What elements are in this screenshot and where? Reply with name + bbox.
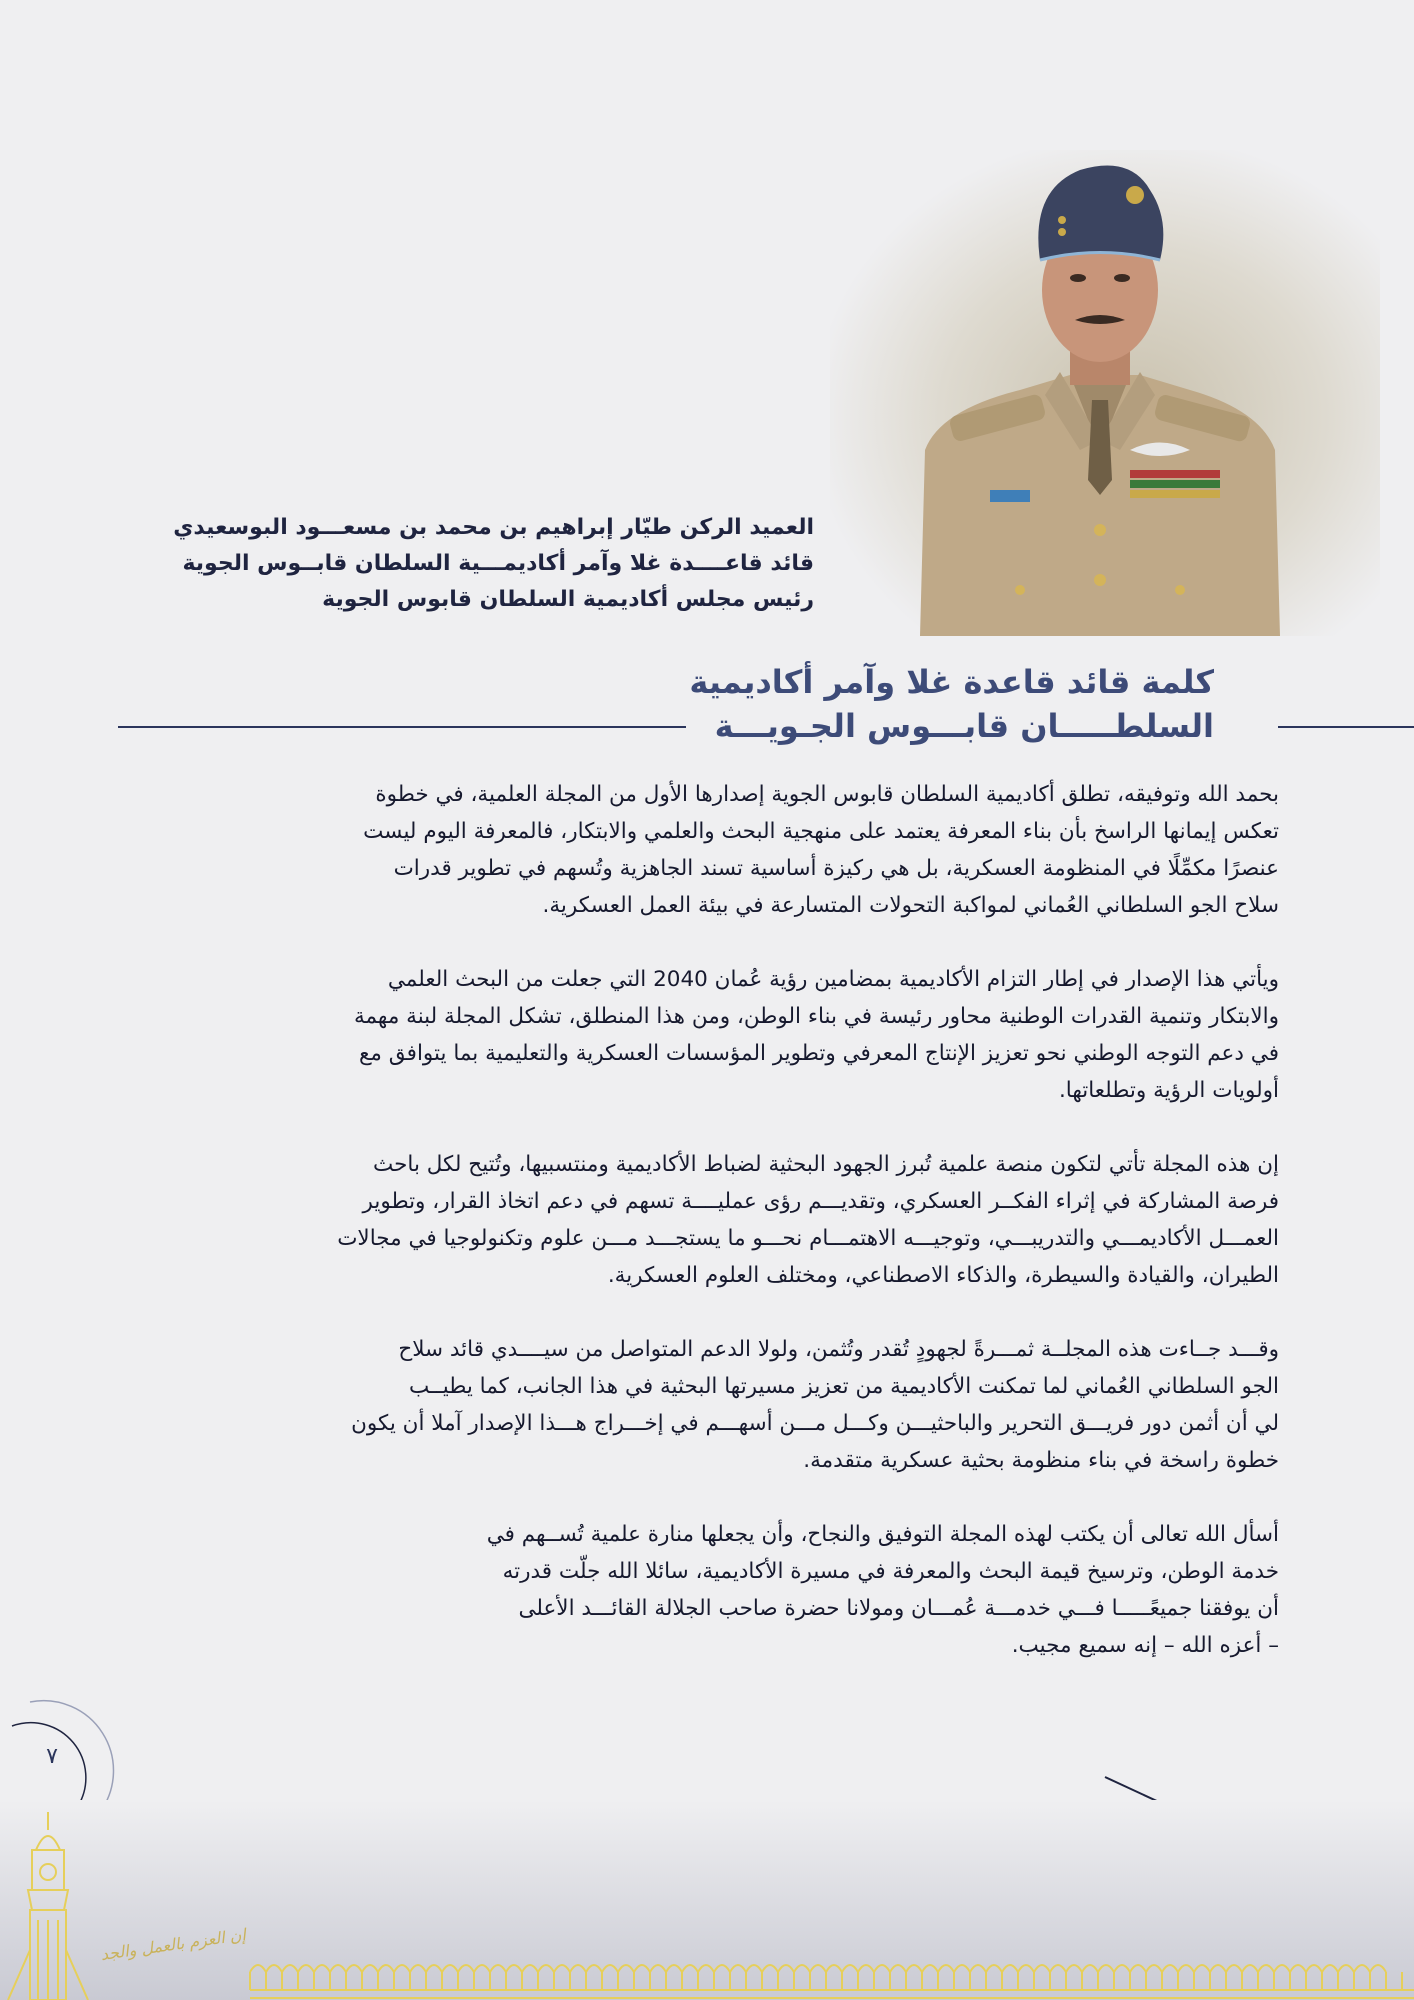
paragraph-line: الجو السلطاني العُماني لما تمكنت الأكاديمية من تعزيز مسيرتها البحثية في هذا الجانب، كما يطيــب — [409, 1374, 1279, 1399]
paragraph-line: في دعم التوجه الوطني نحو تعزيز الإنتاج المعرفي وتطوير المؤسسات العسكرية والتعليمية بما يتوافق مع — [358, 1041, 1279, 1066]
paragraph — [129, 776, 1279, 924]
paragraph-line: عنصرًا مكمِّلًا في المنظومة العسكرية، بل هي ركيزة أساسية تسند الجاهزية وتُسهم في تطوير قدرات — [393, 856, 1279, 881]
decorative-arch-border — [0, 1800, 1414, 2000]
article-body — [129, 776, 1279, 1701]
paragraph — [129, 1331, 1279, 1479]
footer-decoration — [0, 1800, 1414, 2000]
paragraph-line: تعكس إيمانها الراسخ بأن بناء المعرفة يعتمد على منهجية البحث والعلمي والابتكار، فالمعرفة اليوم ليست — [363, 819, 1279, 844]
paragraph-line: – أعزه الله – إنه سميع مجيب. — [1011, 1633, 1279, 1658]
officer-name: العميد الركن طيّار إبراهيم بن محمد بن مسعـــود البوسعيدي — [173, 515, 814, 540]
officer-caption — [114, 510, 814, 618]
paragraph-line: فرصة المشاركة في إثراء الفكــر العسكري، وتقديـــم رؤى عمليــــة تسهم في دعم اتخاذ القرار، وتطوير — [362, 1189, 1279, 1214]
calligraphy-signature: إن العزم بالعمل والجد — [99, 1924, 247, 1965]
paragraph-line: الطيران، والقيادة والسيطرة، والذكاء الاصطناعي، ومختلف العلوم العسكرية. — [607, 1263, 1279, 1288]
clock-tower-icon — [8, 1812, 88, 2000]
paragraph-line: والابتكار وتنمية القدرات الوطنية محاور رئيسة في بناء الوطن، ومن هذا المنطلق، تشكل المجلة لبنة مهمة — [353, 1004, 1279, 1029]
paragraph — [129, 961, 1279, 1109]
officer-portrait — [830, 150, 1380, 636]
title-rule-left — [118, 726, 686, 728]
page-title-line2: السلطـــــان قابـــوس الجـويـــة — [714, 707, 1214, 745]
page-title-line1: كلمة قائد قاعدة غلا وآمر أكاديمية — [689, 663, 1214, 701]
page-number: ٧ — [46, 1744, 58, 1769]
paragraph-line: أولويات الرؤية وتطلعاتها. — [1058, 1078, 1279, 1103]
paragraph-line: بحمد الله وتوفيقه، تطلق أكاديمية السلطان قابوس الجوية إصدارها الأول من المجلة العلمية، في خطوة — [375, 782, 1279, 807]
paragraph-line: العمـــل الأكاديمـــي والتدريبـــي، وتوجيـــه الاهتمـــام نحـــو ما يستجـــد مـــن علوم وتكنولوجيا في مجالات — [337, 1226, 1279, 1251]
officer-portrait-illustration — [830, 150, 1380, 636]
page-title — [654, 660, 1214, 748]
title-rule-right — [1278, 726, 1414, 728]
paragraph — [129, 1516, 1279, 1664]
paragraph-line: ويأتي هذا الإصدار في إطار التزام الأكاديمية بمضامين رؤية عُمان 2040 التي جعلت من البحث العلمي — [387, 967, 1279, 992]
paragraph — [129, 1146, 1279, 1294]
paragraph-line: خطوة راسخة في بناء منظومة بحثية عسكرية متقدمة. — [803, 1448, 1279, 1473]
officer-role: رئيس مجلس أكاديمية السلطان قابوس الجوية — [322, 587, 814, 612]
paragraph-line: إن هذه المجلة تأتي لتكون منصة علمية تُبرز الجهود البحثية لضباط الأكاديمية ومنتسبيها، وتُتيح لكل باحث — [373, 1152, 1279, 1177]
paragraph-line: أسأل الله تعالى أن يكتب لهذه المجلة التوفيق والنجاح، وأن يجعلها منارة علمية تُســهم في — [486, 1522, 1279, 1547]
paragraph-line: سلاح الجو السلطاني العُماني لمواكبة التحولات المتسارعة في بيئة العمل العسكرية. — [542, 893, 1279, 918]
paragraph-line: وقـــد جــاءت هذه المجلــة ثمـــرةً لجهودٍ تُقدر وتُثمن، ولولا الدعم المتواصل من سيــــدي قائد سلاح — [398, 1337, 1279, 1362]
paragraph-line: خدمة الوطن، وترسيخ قيمة البحث والمعرفة في مسيرة الأكاديمية، سائلا الله جلّت قدرته — [502, 1559, 1279, 1584]
paragraph-line: أن يوفقنا جميعًـــــا فـــي خدمـــة عُمـــان ومولانا حضرة صاحب الجلالة القائـــد الأعلى — [518, 1596, 1279, 1621]
officer-title: قائد قاعــــدة غلا وآمر أكاديمـــية السلطان قابــوس الجوية — [182, 551, 814, 576]
paragraph-line: لي أن أثمن دور فريـــق التحرير والباحثيـــن وكـــل مـــن أسهـــم في إخـــراج هـــذا الإصدار آملا أن يكون — [351, 1411, 1279, 1436]
